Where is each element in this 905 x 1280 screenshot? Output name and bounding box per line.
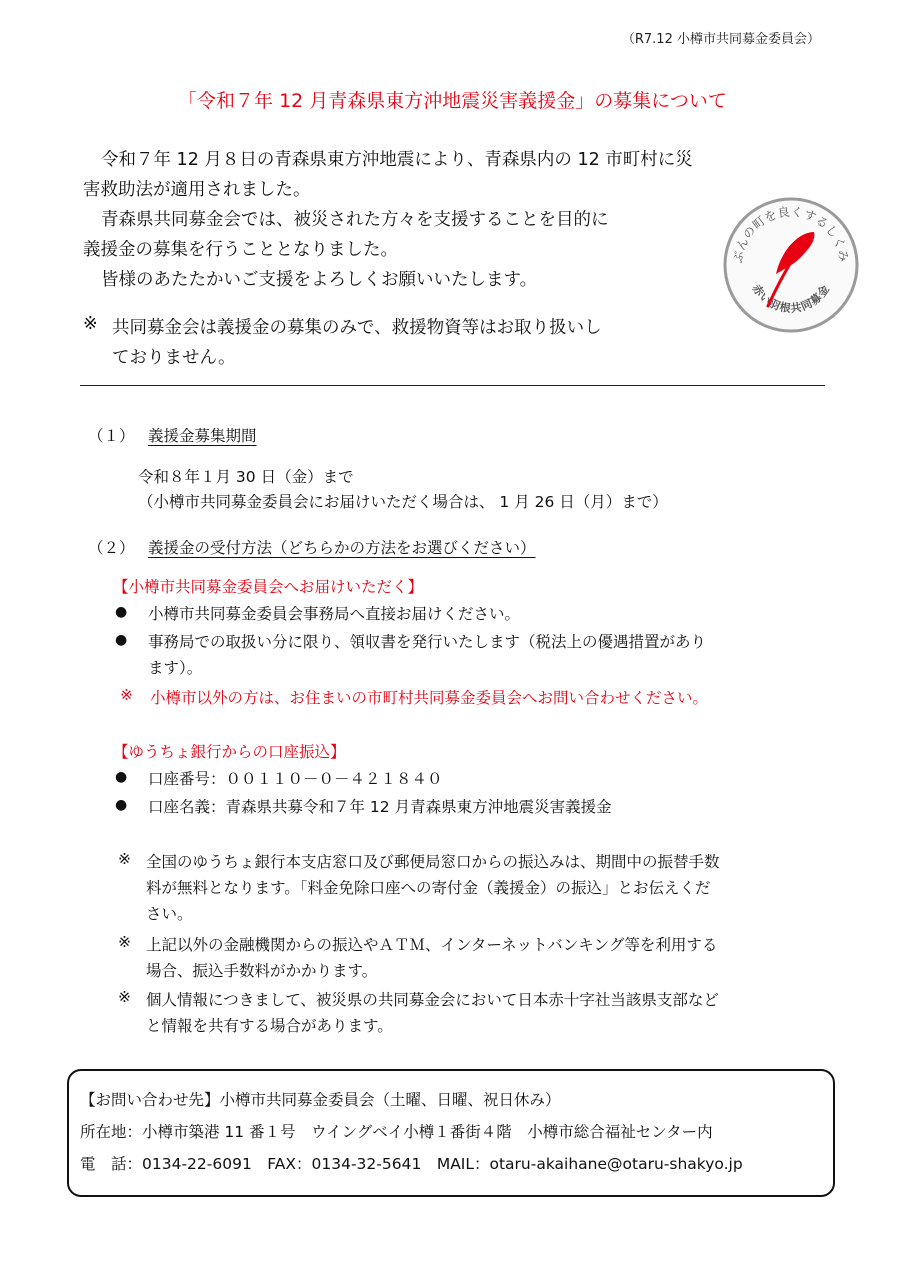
note-mark: ※ [118,933,131,951]
account-number: 口座番号：００１１０－０－４２１８４０ [148,770,443,788]
logo-name: 赤い羽根共同募金 [749,282,833,316]
warning-mark: ※ [120,686,133,704]
intro-note-mark: ※ [83,314,98,334]
intro-line: 害救助法が適用されました。 [83,180,311,200]
intro-line: 義援金の募集を行うこととなりました。 [83,240,398,260]
intro-note-line: 共同募金会は義援金の募集のみで、救援物資等はお取り扱いし [112,318,602,338]
method1-bullet-cont: ます）。 [148,659,203,677]
method1-bullet: 小樽市共同募金委員会事務局へ直接お届けください。 [148,605,521,623]
logo-slogan: ぶんの町を良くするしくみ [730,204,852,265]
section1-number: （１） [88,427,135,445]
bullet-icon: ● [115,797,128,813]
contact-address: 所在地：小樽市築港 11 番１号 ウイングベイ小樽１番街４階 小樽市総合福祉センター内 [80,1123,713,1141]
intro-line: 令和７年 12 月８日の青森県東方沖地震により、青森県内の 12 市町村に災 [101,150,693,170]
account-name: 口座名義：青森県共募令和７年 12 月青森県東方沖地震災害義援金 [148,798,612,816]
note-mark: ※ [118,850,131,868]
period-line: 令和８年１月 30 日（金）まで [138,468,354,486]
note-line: 上記以外の金融機関からの振込やＡＴＭ、インターネットバンキング等を利用する [146,936,718,954]
section1-heading: 義援金募集期間 [148,427,257,445]
period-note: （小樽市共同募金委員会にお届けいただく場合は、 1 月 26 日（月）まで） [138,493,668,511]
bullet-icon: ● [115,604,128,620]
note-line: 全国のゆうちょ銀行本支店窓口及び郵便局窓口からの振込みは、期間中の振替手数 [146,853,720,871]
note-line: 料が無料となります。「料金免除口座への寄付金（義援金）の振込」とお伝えくだ [146,879,711,897]
note-mark: ※ [118,988,131,1006]
note-line: さい。 [146,905,193,923]
note-line: 個人情報につきまして、被災県の共同募金会において日本赤十字社当該県支部など [146,991,719,1009]
method2-label: 【ゆうちょ銀行からの口座振込】 [113,743,346,761]
section2-number: （２） [88,539,135,557]
note-line: と情報を共有する場合があります。 [146,1017,393,1035]
intro-line: 青森県共同募金会では、被災された方々を支援することを目的に [101,210,609,230]
method1-bullet: 事務局での取扱い分に限り、領収書を発行いたします（税法上の優遇措置があり [148,633,707,651]
intro-note-line: ておりません。 [112,348,236,368]
note-line: 場合、振込手数料がかかります。 [146,962,378,980]
method1-warning: 小樽市以外の方は、お住まいの市町村共同募金委員会へお問い合わせください。 [150,689,709,707]
document-reference: （R7.12 小樽市共同募金委員会） [621,32,820,47]
method1-label: 【小樽市共同募金委員会へお届けいただく】 [113,578,424,596]
section2-heading: 義援金の受付方法（どちらかの方法をお選びください） [148,539,536,557]
page-title: 「令和７年 12 月青森県東方沖地震災害義援金」の募集について [178,90,727,112]
intro-line: 皆様のあたたかいご支援をよろしくお願いいたします。 [101,270,538,290]
red-feather-logo [722,196,860,334]
bullet-icon: ● [115,769,128,785]
contact-heading: 【お問い合わせ先】小樽市共同募金委員会（土曜、日曜、祝日休み） [80,1091,561,1109]
bullet-icon: ● [115,632,128,648]
divider [80,385,825,386]
contact-phone-fax-mail: 電 話：0134-22-6091 FAX：0134-32-5641 MAIL：otaru-akaihane@otaru-shakyo.jp [80,1155,743,1173]
